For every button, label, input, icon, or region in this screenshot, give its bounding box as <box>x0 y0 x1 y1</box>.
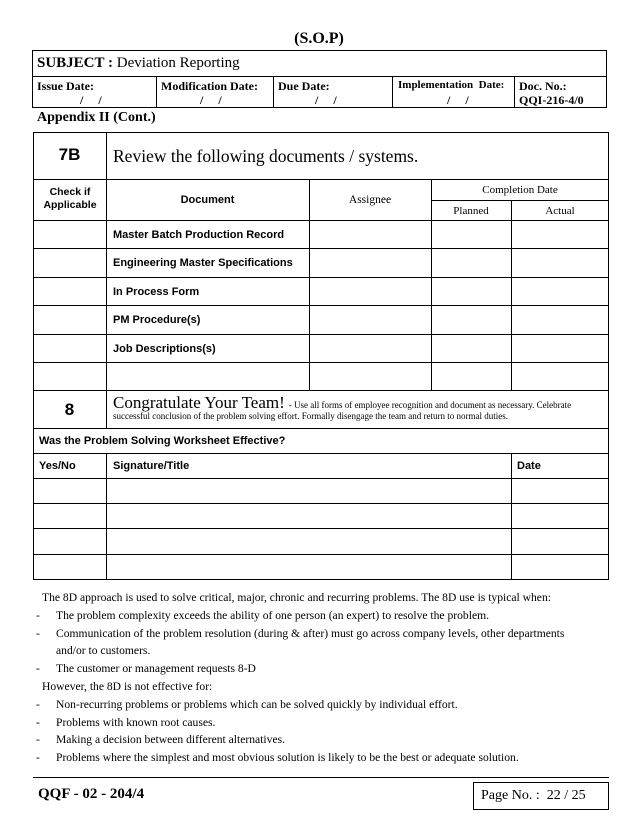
section-8-desc-line1: - Use all forms of employee recognition and document as necessary. Celebrate <box>288 400 572 410</box>
document-row-4: PM Procedure(s) <box>113 314 201 326</box>
section-7b-number: 7B <box>58 145 81 164</box>
col-document: Document <box>180 194 235 206</box>
section-8-desc-line2: successful conclusion of the problem solving effort. Formally disengage the team and return to normal duties. <box>113 411 508 421</box>
issue-date-value: / / <box>80 93 102 107</box>
col-date: Date <box>517 460 541 472</box>
implementation-date-value: / / <box>447 93 469 107</box>
col-assignee: Assignee <box>348 194 392 206</box>
notes-intro: The 8D approach is used to solve critical, major, chronic and recurring problems. The 8D use is typical when: <box>42 591 551 604</box>
implementation-date-label: Implementation Date: <box>398 79 505 91</box>
due-date-label: Due Date: <box>278 79 330 93</box>
due-date-value: / / <box>315 93 337 107</box>
doc-no-value: QQI-216-4/0 <box>519 93 584 107</box>
list-item: - Problems with known root causes. <box>36 715 216 729</box>
section-8-title: Congratulate Your Team! <box>113 393 285 412</box>
document-row-2: Engineering Master Specifications <box>113 257 293 269</box>
document-row-3: In Process Form <box>113 286 200 298</box>
col-planned: Planned <box>453 205 489 217</box>
section-8-heading <box>113 393 571 413</box>
col-check-if-applicable: Check if Applicable <box>43 186 97 211</box>
list-item: - Making a decision between different alternatives. <box>36 733 285 747</box>
list-item-continuation: and/or to customers. <box>56 644 151 658</box>
list-item: - Problems where the simplest and most obvious solution is likely to be the best or adequate solution. <box>36 751 519 765</box>
section-7b-title: Review the following documents / systems. <box>113 146 419 166</box>
list-item: - The customer or management requests 8-D <box>36 662 256 676</box>
col-completion-date: Completion Date <box>482 184 558 196</box>
appendix-title: Appendix II (Cont.) <box>37 110 156 125</box>
worksheet-question: Was the Problem Solving Worksheet Effective? <box>39 435 286 447</box>
issue-date-label: Issue Date: <box>37 79 94 93</box>
modification-date-label: Modification Date: <box>161 79 258 93</box>
col-actual: Actual <box>545 205 575 217</box>
notes-however: However, the 8D is not effective for: <box>42 679 213 693</box>
document-row-5: Job Descriptions(s) <box>113 343 216 355</box>
modification-date-value: / / <box>200 93 222 107</box>
footer-rule <box>33 777 609 778</box>
subject-value: Deviation Reporting <box>116 55 240 71</box>
form-code: QQF - 02 - 204/4 <box>38 786 145 802</box>
page-number: Page No. : 22 / 25 <box>473 782 609 810</box>
doc-no-label: Doc. No.: <box>519 79 567 93</box>
section-8-number: 8 <box>64 400 75 419</box>
notes-section <box>36 589 606 767</box>
list-item: - The problem complexity exceeds the ability of one person (an expert) to resolve the problem. <box>36 608 490 622</box>
subject-label: SUBJECT : <box>37 55 113 71</box>
col-yes-no: Yes/No <box>39 460 76 472</box>
subject-line <box>37 55 240 72</box>
sop-title: (S.O.P) <box>294 30 344 47</box>
document-row-1: Master Batch Production Record <box>113 229 285 241</box>
list-item: - Non-recurring problems or problems which can be solved quickly by individual effort. <box>36 697 458 711</box>
list-item: - Communication of the problem resolution (during & after) must go across company levels, other departments <box>36 626 565 640</box>
col-signature-title: Signature/Title <box>113 460 190 472</box>
